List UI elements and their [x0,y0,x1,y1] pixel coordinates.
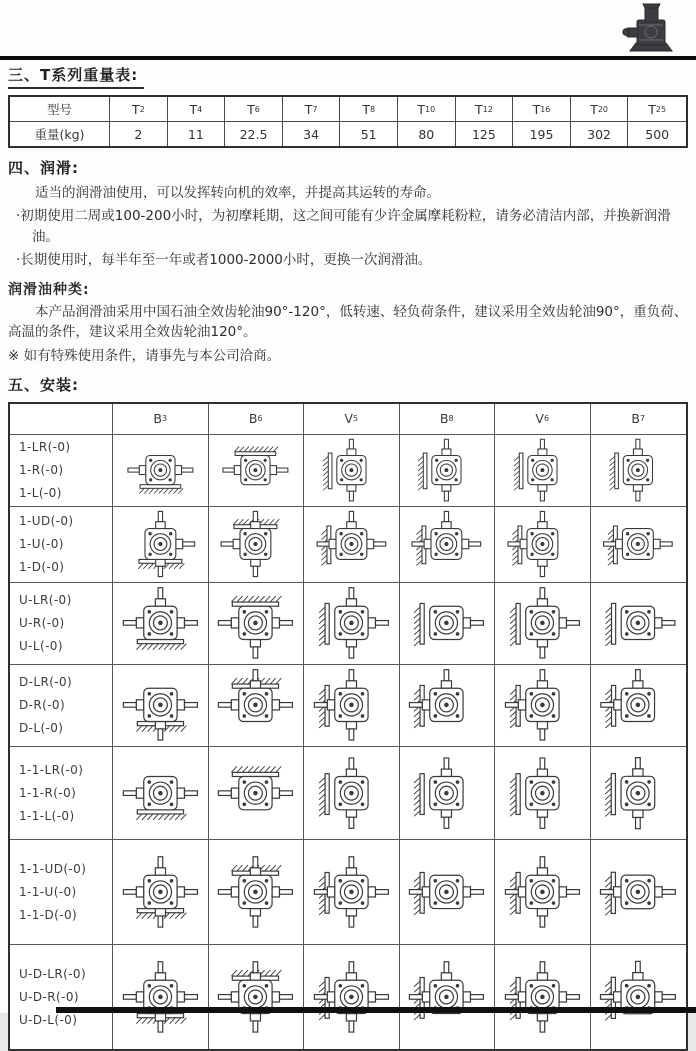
gearbox-diagram-drawing [307,666,396,744]
grid-corner-cell [10,404,113,435]
gearbox-diagram-drawing [593,584,683,662]
weight-row-label: 重量(kg) [10,122,110,146]
gearbox-diagram-drawing [498,436,587,504]
diagram-cell-wall-LR [400,840,496,945]
weight-value-cell: 125 [456,122,514,146]
diagram-cell-wall-LT [591,665,687,747]
gearbox-diagram-drawing [211,508,300,580]
diagram-cell-ceiling-LTB [209,507,305,583]
gearbox-diagram-drawing [307,584,396,662]
diagram-cell-wall-TB [304,435,400,507]
model-variant-label: 1-1-R(-0) [19,785,77,800]
model-variant-label: U-R(-0) [19,616,65,631]
weight-value-cell: 195 [513,122,571,146]
diagram-cell-wall-LR [591,840,687,945]
diagram-cell-wall-LTB [495,507,591,583]
diagram-cell-floor-LRT [113,583,209,665]
row-label-group [10,840,113,945]
model-variant-label: U-LR(-0) [19,593,72,608]
grid-header-B3: B 3 [113,404,209,435]
gearbox-diagram-drawing [498,508,587,580]
gearbox-diagram-drawing [211,584,300,662]
diagram-cell-wall-LRTB [495,945,591,1049]
row-label-group [10,583,113,665]
top-divider [0,56,696,60]
diagram-cell-wall-TB [495,435,591,507]
gearbox-diagram-drawing [402,436,491,504]
installation-grid [8,402,688,1051]
diagram-cell-floor-TRB [113,507,209,583]
model-variant-label: D-L(-0) [19,721,64,736]
model-variant-label: U-D-LR(-0) [19,966,87,981]
diagram-cell-wall-LTB [304,665,400,747]
model-variant-label: D-R(-0) [19,698,66,713]
lubrication-bullet-2: ·长期使用时，每半年至一年或者1000-2000小时，更换一次润滑油。 [16,251,432,268]
gearbox-diagram-drawing [593,749,683,837]
gearbox-diagram-drawing [498,842,587,942]
diagram-cell-wall-TB [400,747,496,840]
oil-types-text: 本产品润滑油采用中国石油全效齿轮油90°-120°，低转速、轻负荷条件，建议采用全效齿轮油90°，重负荷、高温的条件，建议采用全效齿轮油120°。 [8,304,688,341]
grid-header-B6: B 6 [209,404,305,435]
model-variant-label: U-D-L(-0) [19,1012,78,1027]
gearbox-diagram-drawing [307,508,396,580]
gearbox-diagram-drawing [402,749,491,837]
model-variant-label: U-L(-0) [19,639,63,654]
bottom-divider [56,1007,696,1013]
model-variant-label: 1-U(-0) [19,537,64,552]
diagram-cell-ceiling-LRTB [209,840,305,945]
gearbox-diagram-drawing [116,436,205,504]
model-header-cell: T 4 [168,97,226,122]
row-label-group [10,945,113,1049]
gearbox-diagram-drawing [593,666,683,744]
gearbox-diagram-drawing [402,947,491,1047]
gearbox-diagram-drawing [116,749,205,837]
gearbox-diagram-drawing [402,508,491,580]
diagram-cell-wall-TBR [304,583,400,665]
diagram-cell-wall-TBR [495,583,591,665]
gearbox-diagram-drawing [307,436,396,504]
diagram-cell-wall-LRTB [304,840,400,945]
gearbox-diagram-drawing [116,947,205,1047]
diagram-cell-wall-LR [591,507,687,583]
weight-value-cell: 51 [340,122,398,146]
diagram-cell-wall-TB [304,747,400,840]
grid-header-V6: V 6 [495,404,591,435]
gearbox-diagram-drawing [593,947,683,1047]
gearbox-diagram-drawing [116,508,205,580]
gearbox-diagram-drawing [211,842,300,942]
section4-heading: 四、润滑: [8,159,79,177]
diagram-cell-ceiling-LRT [209,665,305,747]
model-variant-label: 1-1-U(-0) [19,884,77,899]
model-variant-label: 1-R(-0) [19,463,64,478]
diagram-cell-wall-LTB [495,665,591,747]
gearbox-diagram-drawing [307,842,396,942]
gearbox-diagram-drawing [498,584,587,662]
diagram-cell-wall-LRTB [304,945,400,1049]
model-variant-label: 1-LR(-0) [19,440,71,455]
model-variant-label: U-D-R(-0) [19,989,79,1004]
special-conditions-note: ※ 如有特殊使用条件，请事先与本公司洽商。 [8,347,281,364]
gearbox-diagram-drawing [593,508,683,580]
weight-value-cell: 11 [168,122,226,146]
model-header-cell: T 7 [283,97,341,122]
diagram-cell-floor-LR [113,435,209,507]
gearbox-diagram-drawing [211,947,300,1047]
section3-heading: 三、T系列重量表: [8,63,144,89]
diagram-cell-ceiling-LR [209,435,305,507]
diagram-cell-wall-LRTB [495,840,591,945]
model-variant-label: 1-1-LR(-0) [19,762,84,777]
diagram-cell-wall-TB [591,435,687,507]
weight-value-cell: 500 [645,126,670,142]
diagram-cell-floor-LR [113,747,209,840]
diagram-cell-wall-TB [400,435,496,507]
weight-table [8,95,688,148]
diagram-cell-floor-LRTB [113,840,209,945]
gearbox-diagram-drawing [593,842,683,942]
gearbox-diagram-drawing [116,666,205,744]
diagram-cell-ceiling-LR [209,747,305,840]
diagram-cell-wall-R [400,583,496,665]
model-variant-label: 1-1-UD(-0) [19,861,87,876]
model-header-cell: T 6 [225,97,283,122]
model-variant-label: D-LR(-0) [19,675,73,690]
diagram-cell-ceiling-LRTB [209,945,305,1049]
grid-header-B7: B 7 [591,404,687,435]
model-variant-label: 1-1-D(-0) [19,907,78,922]
gearbox-diagram-drawing [211,666,300,744]
gearbox-diagram-drawing [211,749,300,837]
gearbox-diagram-drawing [498,749,587,837]
weight-value-cell: 2 [110,122,168,146]
diagram-cell-wall-LRT [400,507,496,583]
model-header-cell: T 16 [513,97,571,122]
diagram-cell-floor-LRTB [113,945,209,1049]
model-variant-label: 1-UD(-0) [19,514,74,529]
gearbox-photo [620,0,682,54]
gearbox-diagram-drawing [307,947,396,1047]
diagram-cell-wall-LRT [400,945,496,1049]
diagram-cell-ceiling-LRB [209,583,305,665]
model-variant-label: 1-D(-0) [19,560,65,575]
model-variant-label: 1-1-L(-0) [19,808,75,823]
grid-header-V5: V 5 [304,404,400,435]
lubrication-intro: 适当的润滑油使用，可以发挥转向机的效率，并提高其运转的寿命。 [35,185,440,201]
gearbox-diagram-drawing [593,436,683,504]
model-variant-label: 1-L(-0) [19,486,62,501]
gearbox-diagram-drawing [116,842,205,942]
diagram-cell-wall-TB [591,747,687,840]
model-header-cell: T 2 [110,97,168,122]
diagram-cell-wall-TB [495,747,591,840]
diagram-cell-wall-LT [400,665,496,747]
weight-value-cell: 302 [571,122,629,146]
model-header-cell: T 10 [398,97,456,122]
lubrication-bullet-1: ·初期使用二周或100-200小时，为初摩耗期，这之间可能有少许金属摩耗粉粒，请务必清洁内部，并换新润滑油。 [16,208,671,245]
row-label-group [10,747,113,840]
weight-value-cell: 80 [398,122,456,146]
diagram-cell-wall-LRT [304,507,400,583]
diagram-cell-wall-LRT [591,945,687,1049]
weight-value-cell: 22.5 [225,122,283,146]
model-header-cell: T 8 [340,97,398,122]
gearbox-diagram-drawing [498,947,587,1047]
weight-value-cell: 34 [283,122,341,146]
model-header-cell: T 25 [628,97,686,122]
oil-types-heading: 润滑油种类: [8,282,90,298]
gearbox-diagram-drawing [498,666,587,744]
gearbox-diagram-drawing [402,842,491,942]
model-header-cell: T 20 [571,97,629,122]
diagram-cell-wall-R [591,583,687,665]
section5-heading: 五、安装: [8,375,79,394]
gearbox-diagram-drawing [211,436,300,504]
gearbox-diagram-drawing [402,666,491,744]
gearbox-diagram-drawing [402,584,491,662]
row-label-group [10,507,113,583]
diagram-cell-floor-LRB [113,665,209,747]
gearbox-diagram-drawing [116,584,205,662]
model-col-header: 型号 [10,97,110,122]
model-header-cell: T 12 [456,97,514,122]
row-label-group [10,665,113,747]
gearbox-diagram-drawing [307,749,396,837]
grid-header-B8: B 8 [400,404,496,435]
row-label-group [10,435,113,507]
